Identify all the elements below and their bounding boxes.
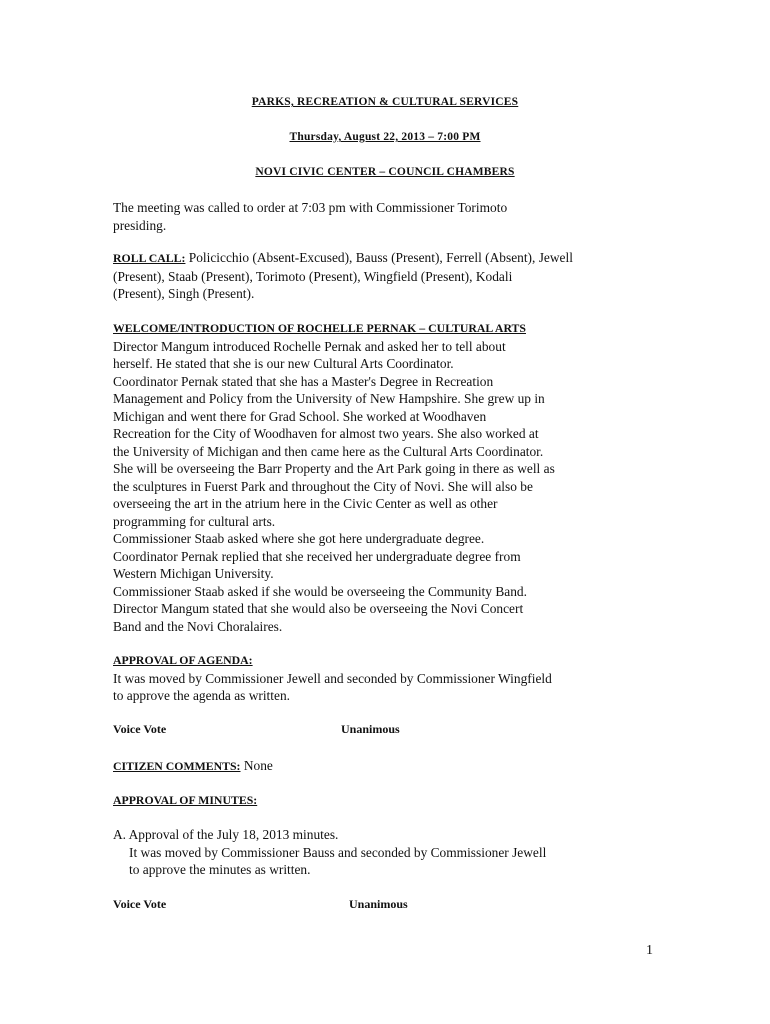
- roll-call-section: [113, 249, 658, 303]
- roll-call-heading: ROLL CALL:: [113, 251, 186, 265]
- org-title: PARKS, RECREATION & CULTURAL SERVICES: [251, 96, 519, 108]
- citizen-comments: [113, 757, 658, 776]
- welcome-section: [113, 320, 658, 635]
- text-line: the sculptures in Fuerst Park and throughout the City of Novi. She will also be: [113, 478, 533, 494]
- minutes-section: [113, 826, 658, 879]
- agenda-vote-label: Voice Vote: [113, 722, 167, 736]
- citizen-value: None: [240, 758, 273, 773]
- text-line: herself. He stated that she is our new Cultural Arts Coordinator.: [113, 356, 454, 371]
- text-line: Commissioner Staab asked where she got here undergraduate degree.: [113, 531, 485, 546]
- minutes-heading-block: [113, 792, 658, 810]
- agenda-section: [113, 652, 658, 705]
- citizen-heading: CITIZEN COMMENTS:: [113, 759, 241, 773]
- minutes-vote-label: Voice Vote: [113, 897, 167, 911]
- meeting-date: Thursday, August 22, 2013 – 7:00 PM: [289, 131, 481, 143]
- agenda-heading: APPROVAL OF AGENDA:: [113, 653, 253, 667]
- minutes-heading: APPROVAL OF MINUTES:: [113, 793, 258, 807]
- roll-call-first-line: [113, 249, 658, 268]
- text-line: Coordinator Pernak replied that she received her undergraduate degree from: [113, 548, 521, 564]
- text-line: (Present), Staab (Present), Torimoto (Present), Wingfield (Present), Kodali: [113, 268, 513, 284]
- page-number: 1: [646, 943, 653, 958]
- text-line: Michigan and went there for Grad School. She worked at Woodhaven: [113, 408, 487, 424]
- text-line: the University of Michigan and then came here as the Cultural Arts Coordinator.: [113, 443, 544, 459]
- text-line: Management and Policy from the University of New Hampshire. She grew up in: [113, 391, 545, 406]
- text-line: It was moved by Commissioner Jewell and seconded by Commissioner Wingfield: [113, 670, 552, 686]
- text-line: Recreation for the City of Woodhaven for almost two years. She also worked at: [113, 426, 539, 441]
- text-line: She will be overseeing the Barr Property and the Art Park going in there as well as: [113, 461, 555, 476]
- text-line: Director Mangum stated that she would also be overseeing the Novi Concert: [113, 601, 524, 616]
- text-line: Director Mangum introduced Rochelle Pernak and asked her to tell about: [113, 338, 506, 354]
- opening-paragraph: [113, 199, 658, 234]
- welcome-heading: WELCOME/INTRODUCTION OF ROCHELLE PERNAK – CULTURAL ARTS: [113, 321, 526, 335]
- text-line: overseeing the art in the atrium here in the Civic Center as well as other: [113, 496, 498, 511]
- text-line: Western Michigan University.: [113, 566, 274, 581]
- text-line: to approve the minutes as written.: [129, 862, 311, 877]
- text-line: The meeting was called to order at 7:03 pm with Commissioner Torimoto: [113, 200, 508, 215]
- text-line: presiding.: [113, 217, 167, 233]
- citizen-line: [113, 757, 658, 776]
- text-line: Commissioner Staab asked if she would be overseeing the Community Band.: [113, 583, 527, 599]
- text-line: (Present), Singh (Present).: [113, 286, 255, 301]
- text-line: programming for cultural arts.: [113, 513, 276, 529]
- meeting-location: NOVI CIVIC CENTER – COUNCIL CHAMBERS: [255, 166, 515, 178]
- roll-call-text: Policicchio (Absent-Excused), Bauss (Present), Ferrell (Absent), Jewell: [185, 250, 573, 265]
- text-line: Coordinator Pernak stated that she has a Master's Degree in Recreation: [113, 373, 494, 389]
- agenda-vote-result: Unanimous: [341, 722, 400, 736]
- text-line: It was moved by Commissioner Bauss and seconded by Commissioner Jewell: [129, 844, 547, 860]
- text-line: to approve the agenda as written.: [113, 688, 290, 703]
- minutes-item-a: A. Approval of the July 18, 2013 minutes.: [113, 827, 339, 842]
- text-line: Band and the Novi Choralaires.: [113, 618, 283, 634]
- minutes-vote-result: Unanimous: [349, 897, 408, 911]
